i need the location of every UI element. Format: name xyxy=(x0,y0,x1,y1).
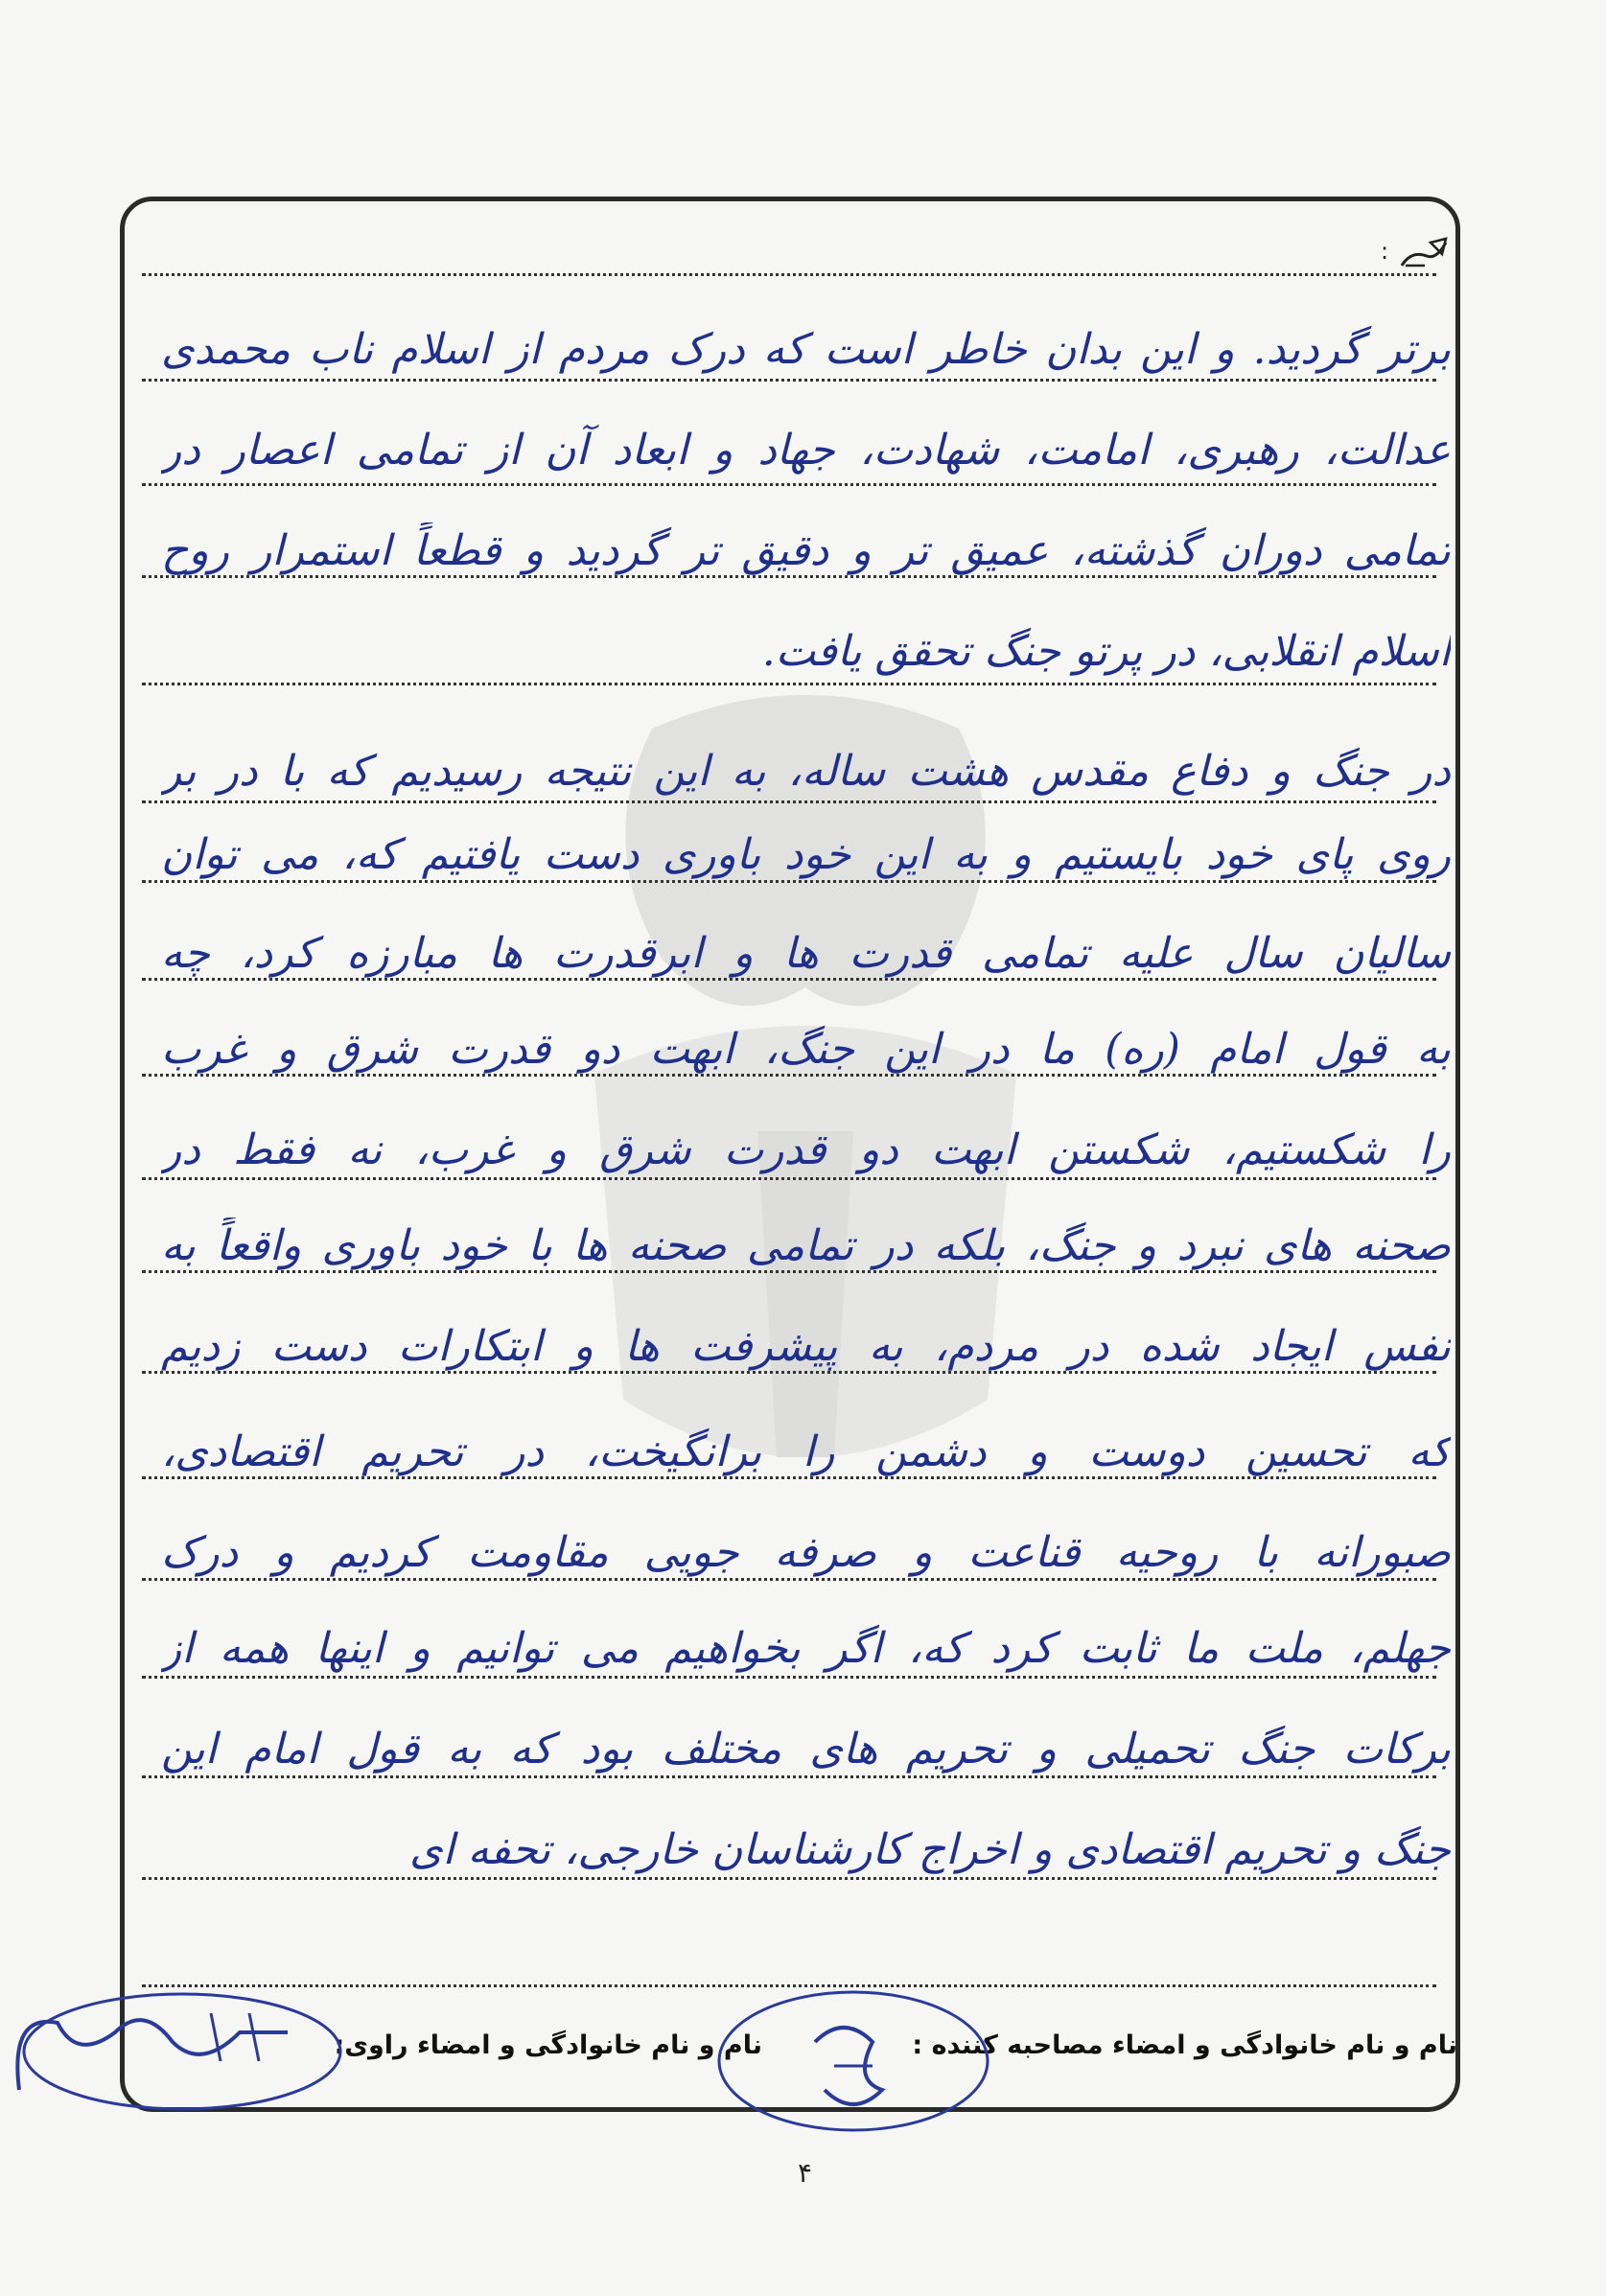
handwritten-line: سالیان سال علیه تمامی قدرت ها و ابرقدرت ها مبارزه کرد، چه xyxy=(161,929,1451,978)
narrator-signature xyxy=(0,1975,345,2147)
handwritten-line: صبورانه با روحیه قناعت و صرفه جویی مقاومت کردیم و درک xyxy=(161,1528,1451,1577)
handwritten-line: برکات جنگ تحمیلی و تحریم های مختلف بود که به قول امام این xyxy=(161,1725,1451,1774)
handwritten-line: برتر گردید. و این بدان خاطر است که درک مردم از اسلام ناب محمدی xyxy=(161,325,1451,374)
ruled-line xyxy=(142,800,1436,803)
page-number: ۴ xyxy=(798,2157,813,2189)
pen-writing-icon xyxy=(1398,237,1450,269)
ruled-line xyxy=(142,683,1436,685)
handwritten-line: تمامی دوران گذشته، عمیق تر و دقیق تر گردید و قطعاً استمرار روح xyxy=(161,526,1451,575)
handwritten-line: به قول امام (ره) ما در این جنگ، ابهت دو قدرت شرق و غرب xyxy=(161,1025,1451,1074)
handwritten-line: نفس ایجاد شده در مردم، به پیشرفت ها و ابتکارات دست زدیم xyxy=(161,1322,1451,1371)
handwritten-line: جنگ و تحریم اقتصادی و اخراج کارشناسان خارجی، تحفه ای xyxy=(409,1825,1451,1874)
interviewer-signature xyxy=(710,1975,997,2147)
narrator-signature-label: نام و نام خانوادگی و امضاء راوی: xyxy=(334,2030,762,2060)
ruled-line xyxy=(142,379,1436,382)
interviewer-signature-label: نام و نام خانوادگی و امضاء مصاحبه کننده : xyxy=(912,2030,1457,2060)
handwritten-line: اسلام انقلابی، در پرتو جنگ تحقق یافت. xyxy=(761,627,1451,676)
handwritten-line: را شکستیم، شکستن ابهت دو قدرت شرق و غرب، نه فقط در xyxy=(161,1125,1451,1174)
handwritten-line: که تحسین دوست و دشمن را برانگیخت، در تحریم اقتصادی، xyxy=(161,1427,1451,1476)
ruled-line xyxy=(142,273,1436,276)
handwritten-line: روی پای خود بایستیم و به این خود باوری دست یافتیم که، می توان xyxy=(161,830,1451,879)
ruled-line xyxy=(142,483,1436,486)
handwritten-line: جهلم، ملت ما ثابت کرد که، اگر بخواهیم می توانیم و اینها همه از xyxy=(161,1624,1451,1673)
handwritten-line: صحنه های نبرد و جنگ، بلکه در تمامی صحنه ها با خود باوری واقعاً به xyxy=(161,1221,1451,1270)
handwritten-line: عدالت، رهبری، امامت، شهادت، جهاد و ابعاد آن از تمامی اعصار در xyxy=(161,426,1451,475)
handwritten-line: در جنگ و دفاع مقدس هشت ساله، به این نتیجه رسیدیم که با در بر xyxy=(161,747,1451,796)
header-colon: : xyxy=(1381,238,1389,265)
